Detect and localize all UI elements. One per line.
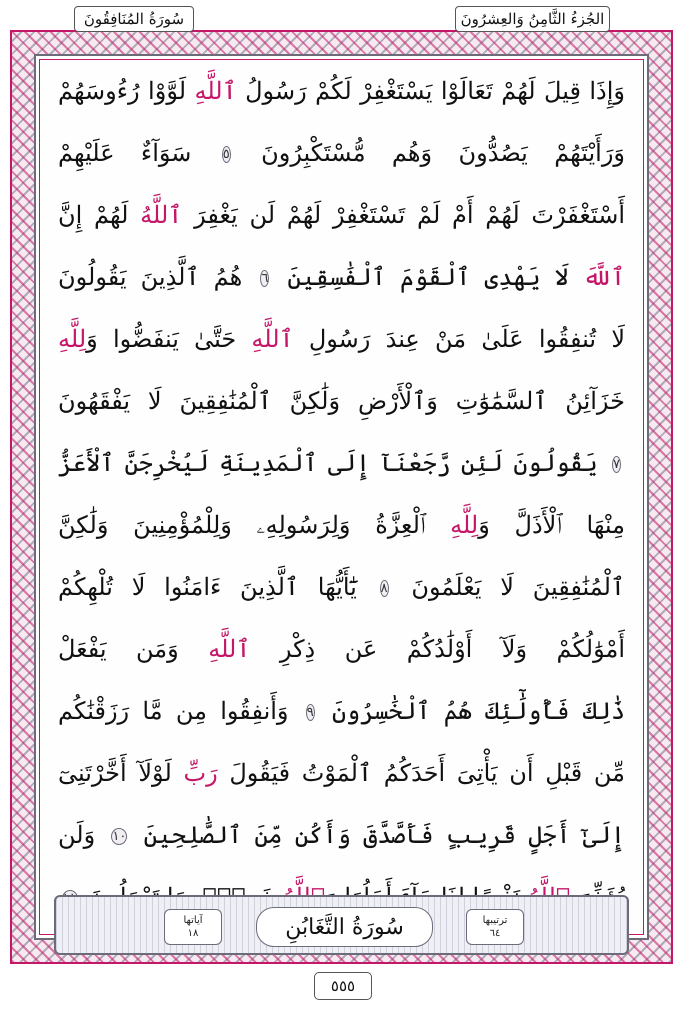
verse-text: وَمَن يَفْعَلْ bbox=[58, 635, 209, 663]
juz-name-label: الجُزءُ الثَّامِنُ وَالعِشرُونَ bbox=[460, 10, 605, 28]
verse-text: أَسْتَغْفَرْتَ لَهُمْ أَمْ لَمْ تَسْتَغْفِرْ لَهُمْ لَن يَغْفِرَ bbox=[182, 201, 625, 229]
verse-text: يَقُولُونَ لَئِن رَّجَعْنَآ إِلَى ٱلْمَدِينَةِ لَيُخْرِجَنَّ ٱلْأَعَزُّ bbox=[58, 449, 609, 477]
verse-text: لَوَّوْا رُءُوسَهُمْ bbox=[58, 77, 195, 105]
surah-banner bbox=[54, 895, 629, 955]
verse-line bbox=[58, 246, 625, 308]
surah-order-box bbox=[466, 909, 524, 945]
next-surah-title-text: سُورَةُ التَّغَابُنِ bbox=[285, 914, 404, 940]
divine-name-text: ٱللَّهِ bbox=[251, 325, 294, 353]
verse-line bbox=[58, 680, 625, 742]
verse-text: لَوْلَآ أَخَّرْتَنِىٓ bbox=[58, 759, 184, 787]
quran-text-block bbox=[58, 60, 625, 928]
verse-text: حَتَّىٰ يَنفَضُّوا وَ bbox=[86, 325, 252, 353]
verse-text: ٱلْعِزَّةُ وَلِرَسُولِهِۦ وَلِلْمُؤْمِنِينَ وَلَٰكِنَّ bbox=[58, 511, 451, 539]
verses-count-value: ١٨ bbox=[187, 928, 199, 939]
verse-text: هُمُ ٱلَّذِينَ يَقُولُونَ bbox=[58, 263, 257, 291]
verse-line bbox=[58, 804, 625, 866]
verse-line bbox=[58, 60, 625, 122]
verse-text: مِّن قَبْلِ أَن يَأْتِىَ أَحَدَكُمُ ٱلْمَوْتُ فَيَقُولَ bbox=[217, 759, 625, 787]
verse-text: لَا تُنفِقُوا عَلَىٰ مَنْ عِندَ رَسُولِ bbox=[293, 325, 625, 353]
verse-line bbox=[58, 742, 625, 804]
verse-text: وَإِذَا قِيلَ لَهُمْ تَعَالَوْا يَسْتَغْفِرْ لَكُمْ رَسُولُ bbox=[236, 77, 625, 105]
verse-text: خَزَآئِنُ ٱلسَّمَٰوَٰتِ وَٱلْأَرْضِ وَلَٰكِنَّ ٱلْمُنَٰفِقِينَ لَا يَفْقَهُونَ bbox=[58, 387, 625, 415]
verse-line bbox=[58, 618, 625, 680]
verses-count-box bbox=[164, 909, 222, 945]
divine-name-text: لِلَّهِ bbox=[450, 511, 479, 539]
surah-order-value: ٦٤ bbox=[489, 928, 501, 939]
ayah-number-marker: ١٠ bbox=[112, 828, 127, 844]
verse-text: إِلَىٰٓ أَجَلٍ قَرِيبٍ فَأَصَّدَّقَ وَأَكُن مِّنَ ٱلصَّٰلِحِينَ bbox=[131, 821, 625, 849]
verse-text: لَهُمْ إِنَّ bbox=[58, 201, 141, 229]
verse-text: ٱلْمُنَٰفِقِينَ لَا يَعْلَمُونَ bbox=[392, 573, 625, 601]
page-number bbox=[314, 972, 372, 1000]
verse-text: وَلَن bbox=[58, 821, 108, 849]
ayah-number-marker: ٧ bbox=[613, 456, 620, 472]
verse-text: وَأَنفِقُوا مِن مَّا رَزَقْنَٰكُم bbox=[58, 697, 302, 725]
divine-name-text: ٱللَّهِ bbox=[194, 77, 237, 105]
verse-text: لَا يَهْدِى ٱلْقَوْمَ ٱلْفَٰسِقِينَ bbox=[273, 263, 583, 291]
verse-text: يَٰٓأَيُّهَا ٱلَّذِينَ ءَامَنُوا لَا تُلْهِكُمْ bbox=[58, 573, 376, 601]
ayah-number-marker: ٩ bbox=[306, 704, 314, 720]
verses-count-label: آياتها bbox=[183, 915, 203, 926]
verse-line bbox=[58, 432, 625, 494]
verse-text: أَمْوَٰلُكُمْ وَلَآ أَوْلَٰدُكُمْ عَن ذِكْرِ bbox=[250, 635, 625, 663]
divine-name-text: ٱللَّهَ bbox=[582, 263, 625, 291]
verse-line bbox=[58, 370, 625, 432]
page-number-value: ٥٥٥ bbox=[330, 977, 356, 995]
divine-name-text: لِلَّهِ bbox=[58, 325, 87, 353]
verse-line bbox=[58, 308, 625, 370]
verse-line bbox=[58, 122, 625, 184]
surah-name-label: سُورَةُ المُنَافِقُونَ bbox=[83, 10, 185, 28]
divine-name-text: رَبِّ bbox=[183, 759, 218, 787]
verse-line bbox=[58, 494, 625, 556]
next-surah-title bbox=[256, 907, 433, 947]
verse-line bbox=[58, 184, 625, 246]
surah-order-label: ترتيبها bbox=[482, 915, 508, 926]
divine-name-text: ٱللَّهِ bbox=[208, 635, 251, 663]
verse-text: وَرَأَيْتَهُمْ يَصُدُّونَ وَهُم مُّسْتَكْبِرُونَ bbox=[234, 139, 625, 167]
ayah-number-marker: ٦ bbox=[261, 270, 269, 286]
ayah-number-marker: ٨ bbox=[380, 580, 388, 596]
ayah-number-marker: ٥ bbox=[222, 146, 230, 162]
surah-name-header bbox=[74, 6, 194, 32]
juz-name-header bbox=[455, 6, 610, 32]
verse-line bbox=[58, 556, 625, 618]
divine-name-text: ٱللَّهُ bbox=[140, 201, 183, 229]
verse-text: ذَٰلِكَ فَأُولَٰٓئِكَ هُمُ ٱلْخَٰسِرُونَ bbox=[318, 697, 625, 725]
verse-text: سَوَآءٌ عَلَيْهِمْ bbox=[58, 139, 218, 167]
verse-text: مِنْهَا ٱلْأَذَلَّ وَ bbox=[478, 511, 625, 539]
